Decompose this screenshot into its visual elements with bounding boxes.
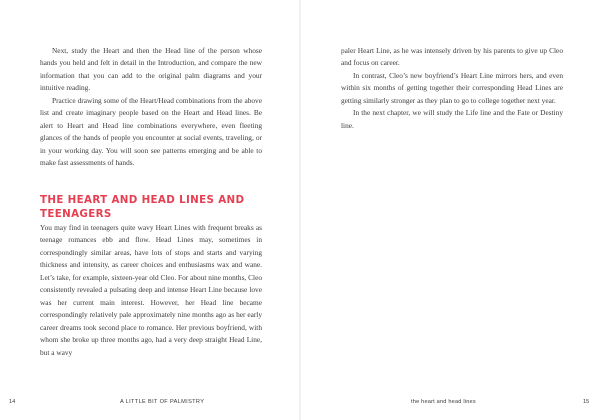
right-page [301,0,600,420]
page-number-left: 14 [9,399,16,405]
section-heading: THE HEART AND HEAD LINES AND TEENAGERS [40,194,245,220]
running-head-left: A LITTLE BIT OF PALMISTRY [120,399,205,405]
paragraph: paler Heart Line, as he was intensely driven by his parents to give up Cleo and focus on career. [341,46,563,68]
right-text [341,45,563,132]
left-intro-text [40,45,262,170]
running-head-right: the heart and head lines [411,399,476,405]
paragraph: Practice drawing some of the Heart/Head combinations from the above list and create imaginary people based on the Heart and Head lines. Be alert to Heart and Head line combinations everywhere, even fleeting glances of the hands of people you encounter at social events, traveling, or in your working day. You will soon see patterns emerging and be able to make fast assessments of hands. [40,95,262,168]
paragraph: You may find in teenagers quite wavy Heart Lines with frequent breaks as teenage romances ebb and flow. Head Lines may, sometimes in correspondingly similar areas, have lots of stops and starts and varying thickness and intensity, as career choices and enthusiasms wax and wane. Let’s take, for example, sixteen-year old Cleo. For about nine months, Cleo consistently revealed a pulsating deep and intense Heart Line because love was her current main interest. However, her Head line became correspondingly relatively pale approximately nine months ago as her early career dreams took second place to romance. Her previous boyfriend, with whom she broke up three months ago, had a very deep straight Head Line, but a wavy [40,223,262,357]
left-section-text [40,222,262,359]
paragraph: In contrast, Cleo’s new boyfriend’s Heart Line mirrors hers, and even within six months of getting together their corresponding Head Lines are getting similarly stronger as they plan to go to college together next year. [341,70,563,105]
left-page [0,0,299,420]
paragraph: Next, study the Heart and then the Head line of the person whose hands you held and felt in detail in the Introduction, and compare the new information that you can add to the original palm diagrams and your intuitive reading. [40,46,262,93]
paragraph: In the next chapter, we will study the Life line and the Fate or Destiny line. [341,108,563,130]
page-number-right: 15 [583,399,590,405]
